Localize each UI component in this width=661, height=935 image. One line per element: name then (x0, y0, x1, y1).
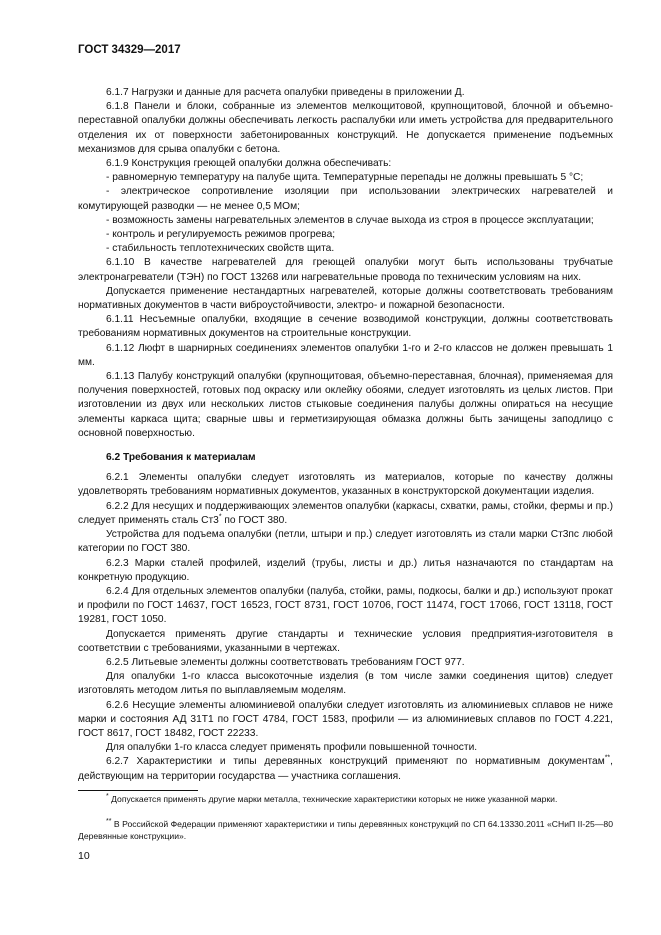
footnote-1-text: Допускается применять другие марки металла, технические характеристики которых не ниже указанной марки. (108, 794, 558, 804)
paragraph-6-1-9: 6.1.9 Конструкция греющей опалубки должна обеспечивать: (106, 158, 392, 170)
paragraph-other-standards: Допускается применять другие стандарты и технические условия предприятия-изготовителя в соответствии с требованиями, указанными в чертежах. (78, 628, 613, 654)
paragraph-class1-casting: Для опалубки 1-го класса высокоточные изделия (в том числе замки соединения щитов) следует изготовлять методом литья по выплавляемым моделям. (78, 671, 613, 697)
list-item-stability: - стабильность теплотехнических свойств щита. (106, 243, 335, 255)
paragraph-6-2-5: 6.2.5 Литьевые элементы должны соответствовать требованиям ГОСТ 977. (106, 656, 465, 668)
paragraph-6-1-11: 6.1.11 Несъемные опалубки, входящие в сечение возводимой конструкции, должны соответствовать требованиям нормативных документов на строительные конструкции. (78, 314, 613, 340)
footnote-2-mark: ** (106, 818, 112, 826)
paragraph-6-1-10: 6.1.10 В качестве нагревателей для греющей опалубки могут быть использованы трубчатые электронагреватели (ТЭН) по ГОСТ 13268 или нагревательные провода по техническим условиям на них. (78, 257, 613, 283)
paragraph-6-2-1: 6.2.1 Элементы опалубки следует изготовлять из материалов, которые по качеству должны удовлетворять требованиям нормативных документов, указанных в конструкторской документации изделия. (78, 472, 613, 498)
document-body (78, 86, 613, 784)
list-item-insulation: - электрическое сопротивление изоляции при использовании электрических нагревателей и комутирующей разводки — не менее 0,5 МОм; (78, 186, 613, 212)
paragraph-6-2-7 (78, 755, 613, 783)
footnote-divider (78, 790, 198, 791)
paragraph-6-1-12: 6.1.12 Люфт в шарнирных соединениях элементов опалубки 1-го и 2-го классов не должен превышать 1 мм. (78, 342, 613, 368)
list-item-temperature: - равномерную температуру на палубе щита. Температурные перепады не должны превышать 5 °С; (106, 172, 584, 184)
paragraph-6-1-8: 6.1.8 Панели и блоки, собранные из элементов мелкощитовой, крупнощитовой, блочной и объемно-переставной опалубки должны обеспечивать легкость распалубки или иметь устройства для предварительного отделения их от поверхности забетонированных конструкций. Не допускается применение подъемных механизмов для срыва опалубки с бетона. (78, 101, 613, 155)
paragraph-6-1-13: 6.1.13 Палубу конструкций опалубки (крупнощитовая, объемно-переставная, блочная), применяемая для получения поверхностей, готовых под окраску или оклейку обоями, следует изготовлять из целых листов. При изготовлении из двух или нескольких листов стыковые соединения палубы должны опираться на несущие элементы каркаса щита; сварные швы и герметизирующая обмазка должны быть зачищены заподлицо с основной поверхностью. (78, 371, 613, 439)
footnote-1 (78, 793, 613, 805)
page-number: 10 (78, 850, 90, 862)
paragraph-class1-profiles: Для опалубки 1-го класса следует применять профили повышенной точности. (106, 742, 478, 754)
footnote-ref-1: * (218, 513, 222, 521)
paragraph-6-2-2-tail: по ГОСТ 380. (221, 514, 288, 526)
paragraph-6-2-7-text: 6.2.7 Характеристики и типы деревянных конструкций применяют по нормативным документам (106, 756, 605, 768)
footnote-2-text: В Российской Федерации применяют характеристики и типы деревянных конструкций по СП 64.13330.2011 «СНиП II-25—80 Деревянные конструкции». (78, 819, 613, 841)
paragraph-lifting-devices: Устройства для подъема опалубки (петли, штыри и пр.) следует изготовлять из стали марки Ст3пс любой категории по ГОСТ 380. (78, 529, 613, 555)
paragraph-6-2-7-tail: , действующим на территории государства — участника соглашения. (78, 756, 613, 782)
paragraph-6-2-6: 6.2.6 Несущие элементы алюминиевой опалубки следует изготовлять из алюминиевых сплавов не ниже марки и состояния АД 31Т1 по ГОСТ 4784, ГОСТ 1583, профили — из алюминиевых сплавов по ГОСТ 4.221, ГОСТ 8617, ГОСТ 18482, ГОСТ 22233. (78, 699, 613, 739)
paragraph-6-2-2 (78, 500, 613, 528)
footnote-ref-2: ** (604, 754, 611, 762)
page-header-standard: ГОСТ 34329—2017 (78, 44, 181, 56)
paragraph-6-1-7: 6.1.7 Нагрузки и данные для расчета опалубки приведены в приложении Д. (106, 87, 465, 98)
section-heading: 6.2 Требования к материалам (106, 452, 256, 464)
list-item-control: - контроль и регулируемость режимов прогрева; (106, 229, 336, 241)
footnote-2 (78, 818, 613, 842)
footnote-1-mark: * (106, 793, 109, 801)
paragraph-6-2-3: 6.2.3 Марки сталей профилей, изделий (трубы, листы и др.) литья назначаются по стандартам на конкретную продукцию. (78, 557, 613, 583)
paragraph-heaters-note: Допускается применение нестандартных нагревателей, которые должны соответствовать требованиям нормативных документов в части виброустойчивости, электро- и пожарной безопасности. (78, 285, 613, 312)
list-item-replacement: - возможность замены нагревательных элементов в случае выхода из строя в процессе эксплуатации; (106, 214, 594, 226)
paragraph-6-2-4: 6.2.4 Для отдельных элементов опалубки (палуба, стойки, рамы, подкосы, балки и др.) используют прокат и профили по ГОСТ 14637, ГОСТ 16523, ГОСТ 8731, ГОСТ 10706, ГОСТ 11474, ГОСТ 17066, ГОСТ 13118, ГОСТ 19281, ГОСТ 1050. (78, 585, 613, 626)
paragraph-6-2-2-text: 6.2.2 Для несущих и поддерживающих элементов опалубки (каркасы, схватки, рамы, стойки, фермы и пр.) следует применять сталь Ст3 (78, 500, 613, 526)
